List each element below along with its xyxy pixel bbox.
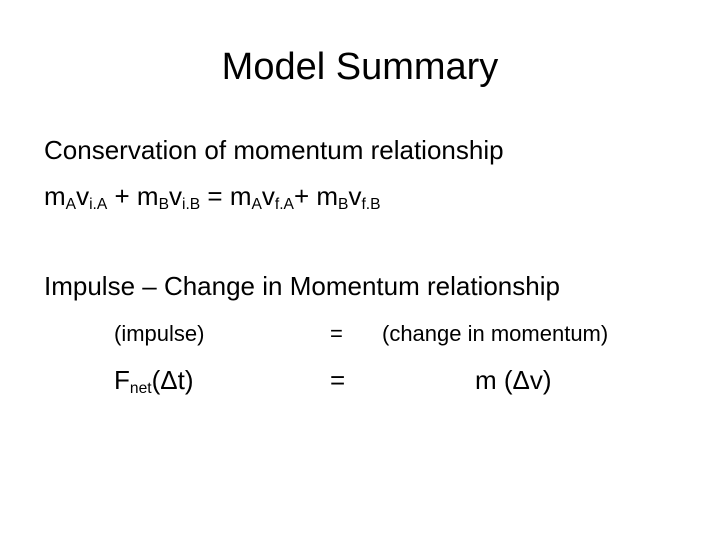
impulse-heading: Impulse – Change in Momentum relationship	[44, 271, 560, 301]
impulse-label: (impulse)	[114, 321, 205, 346]
equation-term: $m_A$	[44, 181, 77, 213]
momentum-equation	[44, 180, 381, 212]
equation-term: + $m_B$	[293, 181, 349, 213]
equation-term: = $m_A$	[200, 181, 262, 213]
equation-term: $v_{f.B}$	[348, 181, 381, 213]
equation-term: + $m_B$	[107, 181, 169, 213]
momentum-heading: Conservation of momentum relationship	[44, 135, 504, 165]
equals-sign: =	[330, 321, 343, 346]
impulse-expression: $F_{net}(\Delta t)$	[114, 365, 194, 397]
equation-term: $v_{i.A}$	[76, 181, 108, 213]
momentum-change-label: (change in momentum)	[382, 321, 609, 346]
momentum-change-expression: m (Δv)	[475, 365, 552, 395]
equals-sign: =	[330, 365, 346, 395]
equation-term: $v_{i.B}$	[168, 181, 201, 213]
equation-term: $v_{f.A}$	[261, 181, 294, 213]
slide-title: Model Summary	[221, 46, 499, 88]
